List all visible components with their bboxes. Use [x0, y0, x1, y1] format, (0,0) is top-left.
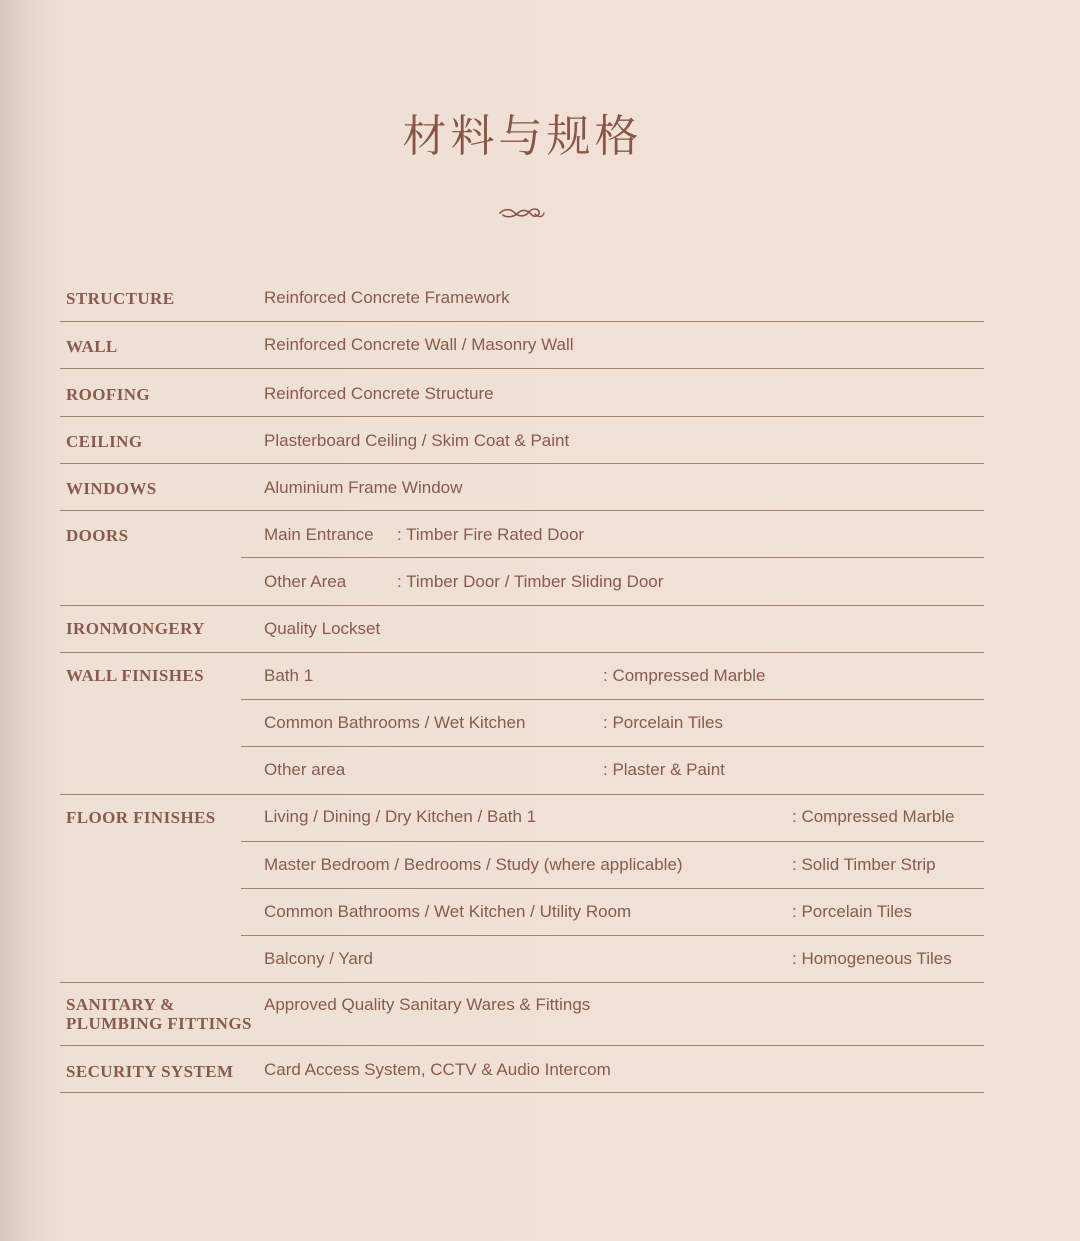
spec-subrow — [241, 795, 984, 842]
spec-area: Main Entrance — [264, 525, 374, 544]
spec-area: Common Bathrooms / Wet Kitchen — [264, 713, 526, 732]
category-label: CEILING — [66, 432, 143, 451]
spec-row-sanitary — [60, 983, 984, 1046]
category-label — [66, 995, 252, 1033]
spec-subrow — [241, 889, 984, 936]
category-label-line2: PLUMBING FITTINGS — [66, 1014, 252, 1033]
spec-subrow — [241, 747, 984, 794]
page-title: 材料与规格 — [402, 111, 643, 162]
spec-finish: : Timber Fire Rated Door — [397, 525, 585, 544]
spec-finish: : Homogeneous Tiles — [792, 949, 952, 968]
spec-value: Quality Lockset — [264, 619, 381, 638]
spec-value: Reinforced Concrete Wall / Masonry Wall — [264, 335, 574, 354]
spec-row-doors — [60, 511, 984, 606]
spec-row-security — [60, 1046, 984, 1093]
category-label: FLOOR FINISHES — [66, 808, 216, 827]
spec-finish: : Compressed Marble — [603, 666, 766, 685]
spec-finish: : Solid Timber Strip — [792, 855, 936, 874]
spec-row-ironmongery — [60, 606, 984, 653]
spec-subrow — [241, 653, 984, 700]
spec-row-roofing — [60, 369, 984, 417]
category-label: STRUCTURE — [66, 289, 175, 308]
spec-subrow — [241, 936, 984, 982]
category-label: WINDOWS — [66, 479, 157, 498]
spec-value: Reinforced Concrete Structure — [264, 384, 494, 403]
category-label: WALL — [66, 337, 118, 356]
spec-value: Card Access System, CCTV & Audio Intercom — [264, 1060, 611, 1079]
spec-row-wall-finishes — [60, 653, 984, 795]
spec-area: Master Bedroom / Bedrooms / Study (where applicable) — [264, 855, 683, 874]
spec-area: Other area — [264, 760, 346, 779]
spec-finish: : Porcelain Tiles — [792, 902, 912, 921]
spec-finish: : Porcelain Tiles — [603, 713, 723, 732]
spec-row-wall — [60, 322, 984, 369]
spec-finish: : Plaster & Paint — [603, 760, 725, 779]
spec-subrow — [241, 558, 984, 605]
spec-finish: : Compressed Marble — [792, 807, 955, 826]
category-label-line1: SANITARY & — [66, 995, 175, 1014]
spec-row-ceiling — [60, 417, 984, 464]
spec-value: Approved Quality Sanitary Wares & Fittings — [264, 995, 591, 1014]
spec-subrow — [241, 511, 984, 558]
flourish-ornament-icon — [497, 200, 547, 228]
spec-area: Living / Dining / Dry Kitchen / Bath 1 — [264, 807, 537, 826]
category-label: DOORS — [66, 526, 129, 545]
spec-finish: : Timber Door / Timber Sliding Door — [397, 572, 664, 591]
category-label: IRONMONGERY — [66, 619, 205, 638]
spec-value: Plasterboard Ceiling / Skim Coat & Paint — [264, 431, 570, 450]
spec-value: Aluminium Frame Window — [264, 478, 463, 497]
spec-row-structure — [60, 278, 984, 322]
spec-subrow — [241, 700, 984, 747]
category-label: ROOFING — [66, 385, 151, 404]
spec-value: Reinforced Concrete Framework — [264, 288, 510, 307]
spec-row-floor-finishes — [60, 795, 984, 983]
spec-area: Bath 1 — [264, 666, 314, 685]
spec-area: Other Area — [264, 572, 347, 591]
category-label: WALL FINISHES — [66, 666, 204, 685]
category-label: SECURITY SYSTEM — [66, 1062, 234, 1081]
spec-subrow — [241, 842, 984, 889]
spec-area: Common Bathrooms / Wet Kitchen / Utility Room — [264, 902, 632, 921]
spec-row-windows — [60, 464, 984, 511]
spec-area: Balcony / Yard — [264, 949, 373, 968]
